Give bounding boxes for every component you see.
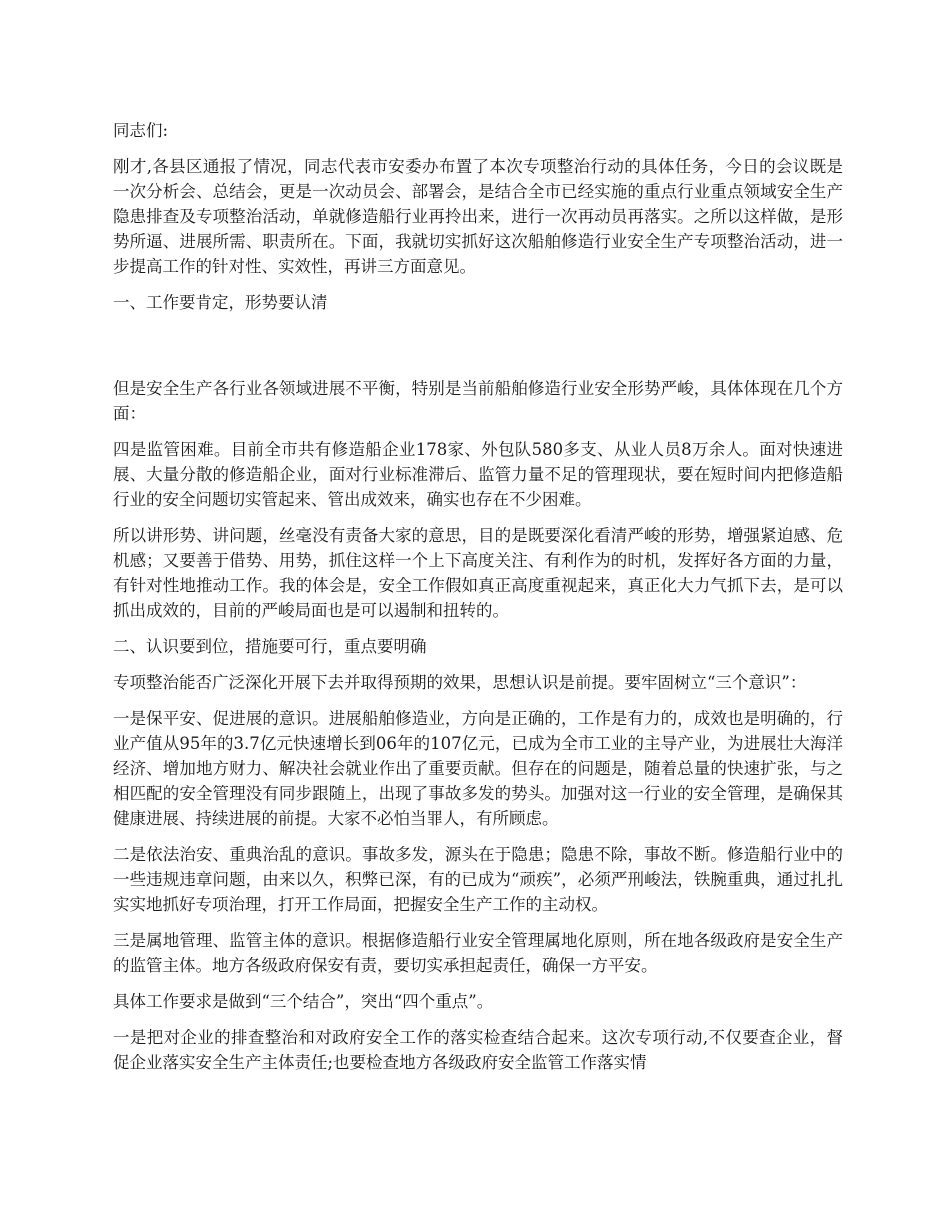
paragraph-awareness-2: 二是依法治安、重典治乱的意识。事故多发，源头在于隐患；隐患不除，事故不断。修造船行业中的一些违规违章问题，由来以久，积弊已深，有的已成为“顽疾”，必须严刑峻法，铁腕重典，通过扎扎实实地抓好专项治理，打开工作局面，把握安全生产工作的主动权。	[113, 845, 843, 914]
paragraph-situation: 但是安全生产各行业各领域进展不平衡，特别是当前船舶修造行业安全形势严峻，具体体现在几个方面：	[113, 379, 843, 423]
paragraph-supervision: 四是监管困难。目前全市共有修造船企业178家、外包队580多支、从业人员8万余人。面对快速进展、大量分散的修造船企业，面对行业标准滞后、监管力量不足的管理现状，要在短时间内把修造船行业的安全问题切实管起来、管出成效来，确实也存在不少困难。	[113, 440, 843, 509]
paragraph-intro: 刚才,各县区通报了情况，同志代表市安委办布置了本次专项整治行动的具体任务，今日的会议既是一次分析会、总结会，更是一次动员会、部署会，是结合全市已经实施的重点行业重点领域安全生产隐患排查及专项整治活动，单就修造船行业再拎出来，进行一次再动员再落实。之所以这样做，是形势所逼、进展所需、职责所在。下面，我就切实抓好这次船舶修造行业安全生产专项整治活动，进一步提高工作的针对性、实效性，再讲三方面意见。	[113, 157, 843, 276]
paragraph-requirements: 具体工作要求是做到“三个结合”，突出“四个重点”。	[113, 992, 494, 1011]
paragraph-awareness-3: 三是属地管理、监管主体的意识。根据修造船行业安全管理属地化原则，所在地各级政府是安全生产的监管主体。地方各级政府保安有责，要切实承担起责任，确保一方平安。	[113, 931, 843, 975]
document-body	[113, 118, 843, 1086]
paragraph-awareness: 专项整治能否广泛深化开展下去并取得预期的效果，思想认识是前提。要牢固树立“三个意识”：	[113, 673, 807, 692]
salutation: 同志们:	[113, 121, 169, 140]
paragraph-purpose: 所以讲形势、讲问题，丝毫没有责备大家的意思，目的是既要深化看清严峻的形势，增强紧迫感、危机感；又要善于借势、用势，抓住这样一个上下高度关注、有利作为的时机，发挥好各方面的力量，有针对性地推动工作。我的体会是，安全工作假如真正高度重视起来，真正化大力气抓下去，是可以抓出成效的，目前的严峻局面也是可以遏制和扭转的。	[113, 526, 843, 620]
paragraph-awareness-1: 一是保平安、促进展的意识。进展船舶修造业，方向是正确的，工作是有力的，成效也是明确的，行业产值从95年的3.7亿元快速增长到06年的107亿元，已成为全市工业的主导产业，为进展壮大海洋经济、增加地方财力、解决社会就业作出了重要贡献。但存在的问题是，随着总量的快速扩张，与之相匹配的安全管理没有同步跟随上，出现了事故多发的势头。加强对这一行业的安全管理，是确保其健康进展、持续进展的前提。大家不必怕当罪人，有所顾虑。	[113, 709, 843, 828]
section-heading-1: 一、工作要肯定，形势要认清	[113, 293, 328, 312]
paragraph-combination-1: 一是把对企业的排查整治和对政府安全工作的落实检查结合起来。这次专项行动,不仅要查企业，督促企业落实安全生产主体责任;也要检查地方各级政府安全监管工作落实情	[113, 1028, 843, 1072]
section-heading-2: 二、认识要到位，措施要可行，重点要明确	[113, 637, 427, 656]
